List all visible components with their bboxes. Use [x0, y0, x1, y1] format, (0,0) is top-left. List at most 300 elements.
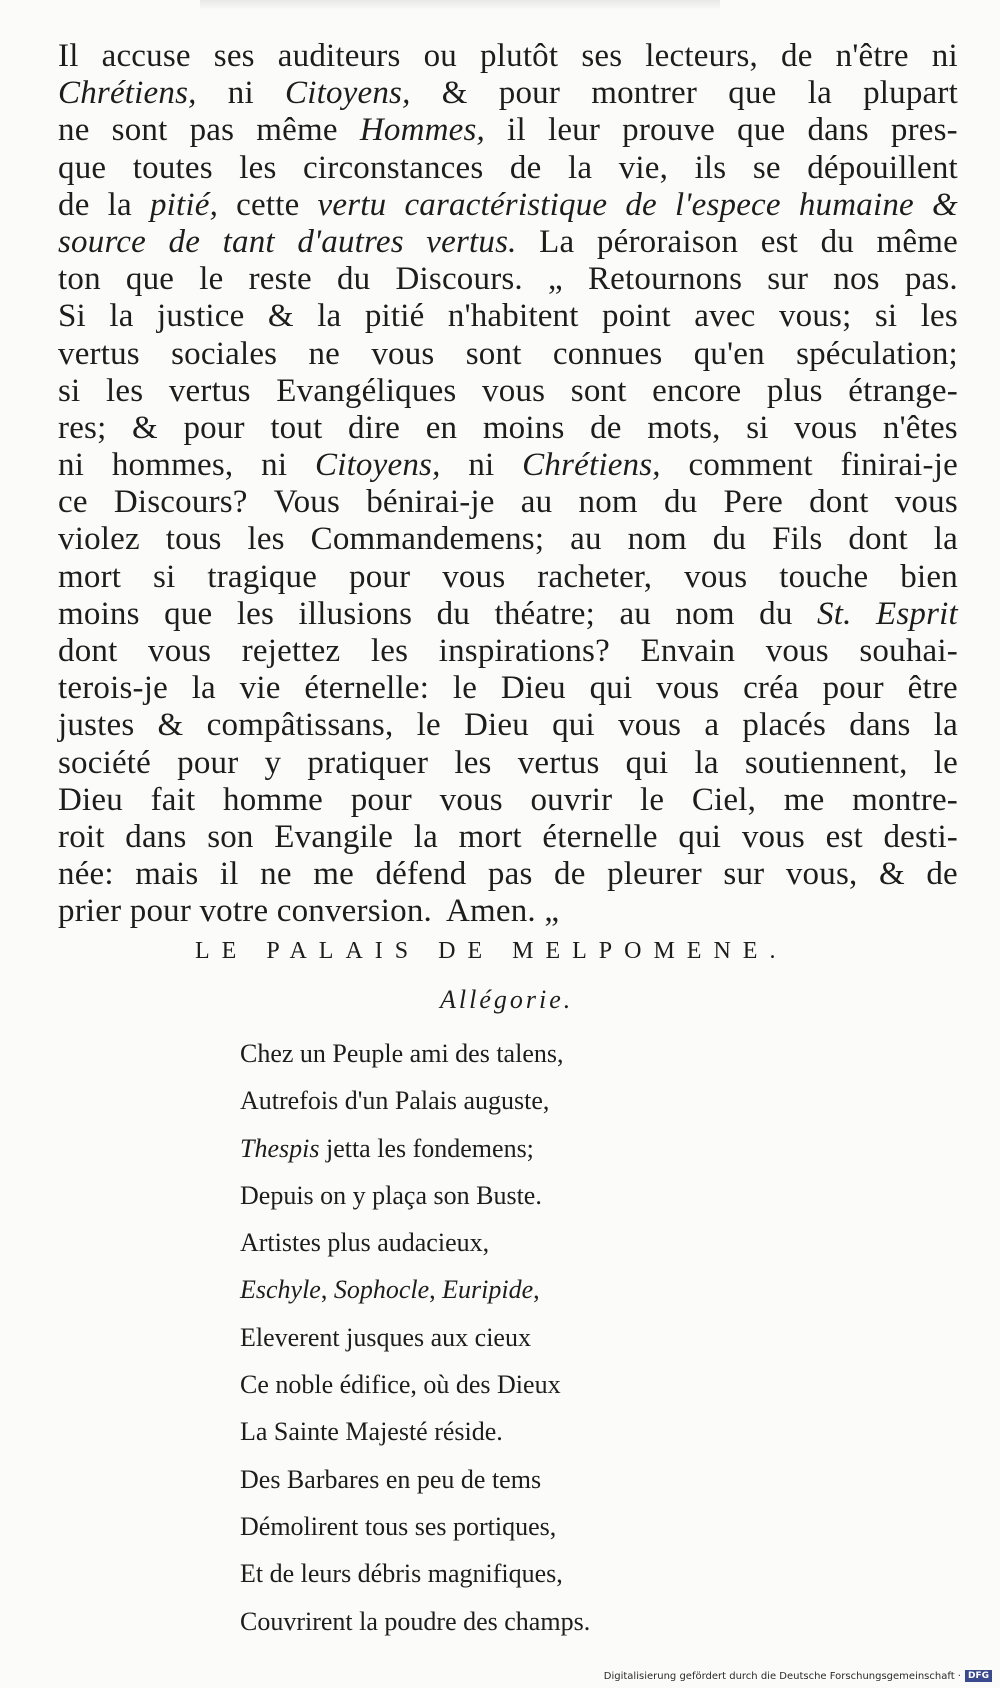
word: pour — [349, 558, 411, 595]
word: ni — [931, 38, 958, 74]
italic-word: Citoyens, — [314, 447, 441, 484]
text-segment: Ce noble édifice, où des Dieux — [240, 1370, 561, 1400]
word: Dieu — [500, 670, 566, 707]
word: née: — [58, 856, 114, 893]
word: compâtissans, — [206, 707, 394, 744]
word: & — [878, 856, 905, 893]
word: que — [728, 75, 777, 112]
word: la — [107, 186, 132, 223]
word: les — [370, 633, 409, 669]
text-segment: , — [429, 1275, 443, 1305]
word: de — [926, 856, 958, 893]
word: desti- — [883, 818, 958, 855]
word: sur — [723, 856, 765, 893]
italic-word: Chrétiens, — [58, 75, 197, 112]
word: dire — [348, 409, 401, 446]
word: reste — [248, 261, 312, 298]
word: justice — [156, 298, 245, 335]
text-segment: Amen. „ — [445, 893, 560, 930]
word: être — [907, 670, 958, 707]
word: soutiennent, — [744, 744, 908, 781]
word: Evangile — [274, 818, 394, 855]
word: pleurer — [607, 856, 702, 893]
poem-verse — [240, 1503, 720, 1550]
prose-line — [58, 298, 958, 335]
word: vous — [741, 818, 805, 855]
word: son — [207, 818, 254, 855]
word: si — [58, 372, 81, 409]
italic-text: Euripide — [442, 1275, 534, 1305]
word: éternelle: — [304, 670, 430, 707]
word: au — [520, 484, 553, 521]
word: vous — [148, 633, 212, 669]
word: hommes, — [111, 447, 234, 484]
word: si — [874, 298, 898, 335]
word: société — [58, 744, 152, 781]
word: La — [539, 223, 575, 260]
word: ni — [58, 447, 85, 484]
word: dont — [58, 633, 118, 669]
word: la — [317, 298, 342, 335]
word: pour — [177, 744, 239, 781]
word: „ — [547, 261, 563, 298]
word: ils — [694, 149, 727, 186]
word: qui — [552, 707, 595, 744]
word: pres- — [890, 112, 958, 149]
word: qui — [625, 744, 669, 781]
word: plutôt — [480, 38, 559, 74]
word: dont — [848, 521, 908, 558]
word: & — [157, 707, 184, 744]
italic-word: Chrétiens, — [522, 447, 661, 484]
word: montre- — [852, 781, 958, 818]
word: y — [264, 744, 282, 781]
text-segment: Autrefois d'un Palais auguste, — [240, 1086, 550, 1116]
word: ouvrir — [530, 781, 613, 818]
word: sont — [570, 372, 627, 409]
prose-line — [58, 224, 958, 261]
word: dans — [125, 818, 187, 855]
word: vous — [894, 484, 958, 521]
word: mort — [458, 818, 522, 855]
word: pitié — [364, 298, 425, 335]
word: se — [752, 149, 781, 186]
word: vous — [439, 781, 503, 818]
prose-line — [58, 559, 958, 596]
word: pour — [498, 75, 561, 112]
prose-line — [58, 819, 958, 856]
prose-line — [58, 633, 958, 670]
word: du — [759, 595, 793, 632]
word: ne — [260, 856, 292, 893]
word: auditeurs — [277, 38, 401, 74]
word: les — [247, 521, 285, 558]
word: vertus — [168, 372, 251, 409]
word: encore — [652, 372, 742, 409]
word: sont — [465, 335, 522, 372]
word: ses — [213, 38, 255, 74]
word: nom — [578, 484, 638, 521]
word: au — [619, 595, 652, 632]
italic-text: Eschyle — [240, 1275, 321, 1305]
word: Retournons — [587, 261, 743, 298]
word: spéculation; — [796, 335, 958, 372]
word: ne — [308, 335, 341, 372]
word: la — [933, 521, 958, 558]
word: du — [336, 261, 371, 298]
word: de — [509, 149, 542, 186]
text-segment: Démolirent tous ses portiques, — [240, 1511, 557, 1541]
word: Envain — [640, 633, 736, 669]
word: pour — [822, 670, 884, 707]
word: les — [236, 595, 275, 632]
word: tragique — [207, 558, 318, 595]
word: ne — [58, 112, 90, 149]
word: n'êtes — [882, 409, 958, 446]
word: qui — [589, 670, 633, 707]
word: finirai-je — [840, 447, 958, 484]
word: Vous — [273, 484, 341, 521]
word: qu'en — [693, 335, 765, 372]
prose-line — [58, 707, 958, 744]
word: plupart — [863, 75, 958, 112]
text-segment: La Sainte Majesté réside. — [240, 1417, 503, 1447]
word: souhai- — [859, 633, 958, 669]
word: terois-je — [58, 670, 168, 707]
word: si — [153, 558, 176, 595]
word: homme — [223, 781, 324, 818]
digitization-credit — [604, 1670, 992, 1682]
poem-verse — [240, 1125, 720, 1172]
word: pour — [183, 409, 245, 446]
word: créa — [743, 670, 799, 707]
prose-line — [58, 410, 958, 447]
text-segment: Des Barbares en peu de tems — [240, 1464, 542, 1494]
word: du — [436, 595, 471, 632]
word: Dieu — [463, 707, 529, 744]
prose-line — [58, 112, 958, 149]
word: rejettez — [241, 633, 341, 669]
word: fait — [150, 781, 196, 818]
word: éternelle — [542, 818, 658, 855]
word: même — [876, 223, 958, 260]
word: montrer — [591, 75, 698, 112]
word: tout — [270, 409, 323, 446]
word: vous — [442, 558, 506, 595]
word: illusions — [298, 595, 413, 632]
italic-word: de — [625, 186, 657, 223]
prose-line — [58, 373, 958, 410]
word: même — [256, 112, 338, 149]
word: sont — [111, 112, 168, 149]
word: la — [109, 298, 134, 335]
poem-verse — [240, 1266, 720, 1313]
word: est — [825, 818, 863, 855]
poem-verse — [240, 1598, 720, 1645]
credit-text: Digitalisierung gefördert durch die Deutsche Forschungsgemeinschaft · — [603, 1670, 961, 1682]
word: vous — [618, 707, 682, 744]
word: placés — [742, 707, 827, 744]
word: toutes — [132, 149, 213, 186]
italic-word: pitié, — [149, 186, 219, 223]
word: ni — [227, 75, 254, 112]
word: tous — [165, 521, 222, 558]
poem-title: LE PALAIS DE MELPOMENE. — [195, 938, 788, 964]
word: le — [639, 781, 665, 818]
word: péroraison — [596, 223, 739, 260]
prose-line — [58, 782, 958, 819]
prose-line — [58, 187, 958, 224]
word: bénirai-je — [366, 484, 495, 521]
poem-verse — [240, 1314, 720, 1361]
word: du — [712, 521, 747, 558]
prose-line — [58, 261, 958, 298]
word: & — [441, 75, 468, 112]
poem-verse — [240, 1077, 720, 1124]
word: les — [239, 149, 277, 186]
word: n'habitent — [447, 298, 579, 335]
word: étrange- — [848, 372, 958, 409]
word: cette — [236, 186, 300, 223]
word: leur — [547, 112, 601, 149]
poem-verse — [240, 1172, 720, 1219]
word: dans — [807, 112, 869, 149]
italic-word: vertu — [317, 186, 387, 223]
word: ni — [468, 447, 495, 484]
word: violez — [58, 521, 140, 558]
page-bleed-through — [200, 0, 720, 10]
word: moins — [482, 409, 565, 446]
prose-line — [58, 745, 958, 782]
text-segment: Eleverent jusques aux cieux — [240, 1322, 531, 1352]
word: ses — [581, 38, 623, 74]
text-segment: , — [533, 1275, 540, 1305]
word: roit — [58, 818, 105, 855]
italic-word: caractéristique — [404, 186, 608, 223]
word: théatre; — [494, 595, 596, 632]
word: la — [191, 670, 216, 707]
word: dans — [849, 707, 911, 744]
prose-line — [58, 38, 958, 75]
word: vous; — [778, 298, 852, 335]
prose-line — [58, 596, 958, 633]
prose-line — [58, 447, 958, 484]
word: pas — [487, 856, 533, 893]
italic-word: Hommes, — [359, 112, 485, 149]
word: justes — [58, 707, 135, 744]
italic-text: Sophocle — [333, 1275, 430, 1305]
word: res; — [58, 409, 107, 446]
word: nom — [627, 521, 687, 558]
word: la — [567, 149, 593, 186]
word: vie, — [618, 149, 669, 186]
word: Dieu — [58, 781, 123, 818]
word: les — [454, 744, 492, 781]
word: me — [313, 856, 354, 893]
poem-verse — [240, 1030, 720, 1077]
text-segment: Chez un Peuple ami des talens, — [240, 1039, 564, 1068]
dfg-logo-icon: DFG — [965, 1670, 992, 1682]
word: qui — [678, 818, 722, 855]
word: me — [783, 781, 825, 818]
word: la — [933, 707, 958, 744]
italic-word: vertus. — [426, 223, 517, 260]
word: il — [507, 112, 526, 149]
word: pratiquer — [307, 744, 429, 781]
word: défend — [375, 856, 467, 893]
word: Evangéliques — [276, 372, 457, 409]
word: touche — [779, 558, 869, 595]
word: le — [199, 261, 224, 298]
word: circonstances — [303, 149, 484, 186]
word: nom — [675, 595, 735, 632]
word: il — [219, 856, 239, 893]
poem-verse — [240, 1550, 720, 1597]
word: racheter, — [537, 558, 653, 595]
word: est — [760, 223, 799, 260]
word: pour — [350, 781, 412, 818]
word: du — [820, 223, 854, 260]
word: du — [663, 484, 698, 521]
word: pas — [189, 112, 235, 149]
word: de — [58, 186, 90, 223]
word: Discours. — [395, 261, 523, 298]
word: avec — [694, 298, 756, 335]
word: la — [807, 75, 832, 112]
poem-subtitle: Allégorie. — [440, 985, 574, 1014]
text-segment: Couvrirent la poudre des champs. — [240, 1606, 591, 1636]
prose-line — [58, 484, 958, 521]
word: ou — [423, 38, 457, 74]
word: vous — [482, 372, 546, 409]
word: de — [590, 409, 622, 446]
prose-block — [58, 38, 958, 931]
word: a — [704, 707, 720, 744]
poem-verse — [240, 1361, 720, 1408]
word: les — [106, 372, 144, 409]
prose-line — [58, 75, 958, 112]
text-segment: Artistes plus audacieux, — [240, 1228, 490, 1258]
word: vous — [794, 409, 858, 446]
word: vous — [684, 558, 748, 595]
italic-word: l'espece — [675, 186, 781, 223]
poem-verse — [240, 1456, 720, 1503]
text-segment: prier pour votre conversion. — [58, 893, 432, 930]
italic-text: Thespis — [240, 1133, 320, 1163]
word: n'être — [835, 38, 909, 74]
word: dont — [809, 484, 869, 521]
prose-line — [58, 893, 958, 930]
word: vertus — [517, 744, 600, 781]
word: vous, — [785, 856, 858, 893]
word: le — [933, 744, 958, 781]
word: vertus — [58, 335, 140, 372]
word: sur — [767, 261, 809, 298]
word: & — [132, 409, 158, 446]
word: lecteurs, — [645, 38, 758, 74]
word: sociales — [171, 335, 278, 372]
word: & — [267, 298, 294, 335]
prose-line — [58, 150, 958, 187]
italic-word: & — [932, 186, 958, 223]
word: Discours? — [113, 484, 248, 521]
text-segment: Et de leurs débris magnifiques, — [240, 1559, 563, 1589]
word: plus — [766, 372, 823, 409]
prose-line — [58, 856, 958, 893]
word: mots, — [647, 409, 721, 446]
word: bien — [900, 558, 958, 595]
word: accuse — [101, 38, 191, 74]
prose-line — [58, 670, 958, 707]
word: que — [58, 149, 107, 186]
prose-line — [58, 336, 958, 373]
word: les — [920, 298, 958, 335]
word: vous — [656, 670, 720, 707]
word: connues — [552, 335, 663, 372]
word: comment — [688, 447, 813, 484]
word: de — [781, 38, 813, 74]
italic-word: Citoyens, — [285, 75, 411, 112]
word: prouve — [622, 112, 716, 149]
word: la — [413, 818, 438, 855]
word: ce — [58, 484, 88, 521]
word: au — [570, 521, 602, 558]
word: Commandemens; — [310, 521, 545, 558]
word: Fils — [772, 521, 823, 558]
word: Il — [58, 38, 79, 74]
word: Si — [58, 298, 86, 335]
text-segment: Depuis on y plaça son Buste. — [240, 1180, 542, 1210]
word: de — [554, 856, 586, 893]
italic-word: d'autres — [297, 223, 404, 260]
word: nos — [833, 261, 880, 298]
word: point — [602, 298, 671, 335]
word: en — [425, 409, 458, 446]
word: moins — [58, 595, 140, 632]
word: mort — [58, 558, 122, 595]
word: Pere — [723, 484, 783, 521]
poem-verse — [240, 1408, 720, 1455]
word: dépouillent — [807, 149, 958, 186]
text-segment: , — [320, 1275, 334, 1305]
italic-word: humaine — [798, 186, 914, 223]
italic-word: Esprit — [875, 595, 958, 632]
word: vie — [239, 670, 281, 707]
word: pas. — [904, 261, 958, 298]
word: Ciel, — [691, 781, 757, 818]
word: vous — [765, 633, 829, 669]
word: que — [164, 595, 213, 632]
italic-word: St. — [817, 595, 852, 632]
word: le — [416, 707, 441, 744]
italic-word: source — [58, 223, 146, 260]
word: ni — [261, 447, 288, 484]
word: mais — [135, 856, 199, 893]
word: le — [452, 670, 478, 707]
word: vous — [371, 335, 435, 372]
poem-verse — [240, 1219, 720, 1266]
word: si — [746, 409, 769, 446]
word: la — [694, 744, 719, 781]
italic-word: de — [168, 223, 201, 260]
word: que — [737, 112, 786, 149]
italic-word: tant — [222, 223, 275, 260]
text-segment: jetta les fondemens; — [319, 1133, 534, 1163]
word: ton — [58, 261, 101, 298]
word: inspirations? — [438, 633, 610, 669]
poem-block — [240, 1030, 720, 1645]
word: que — [125, 261, 175, 298]
